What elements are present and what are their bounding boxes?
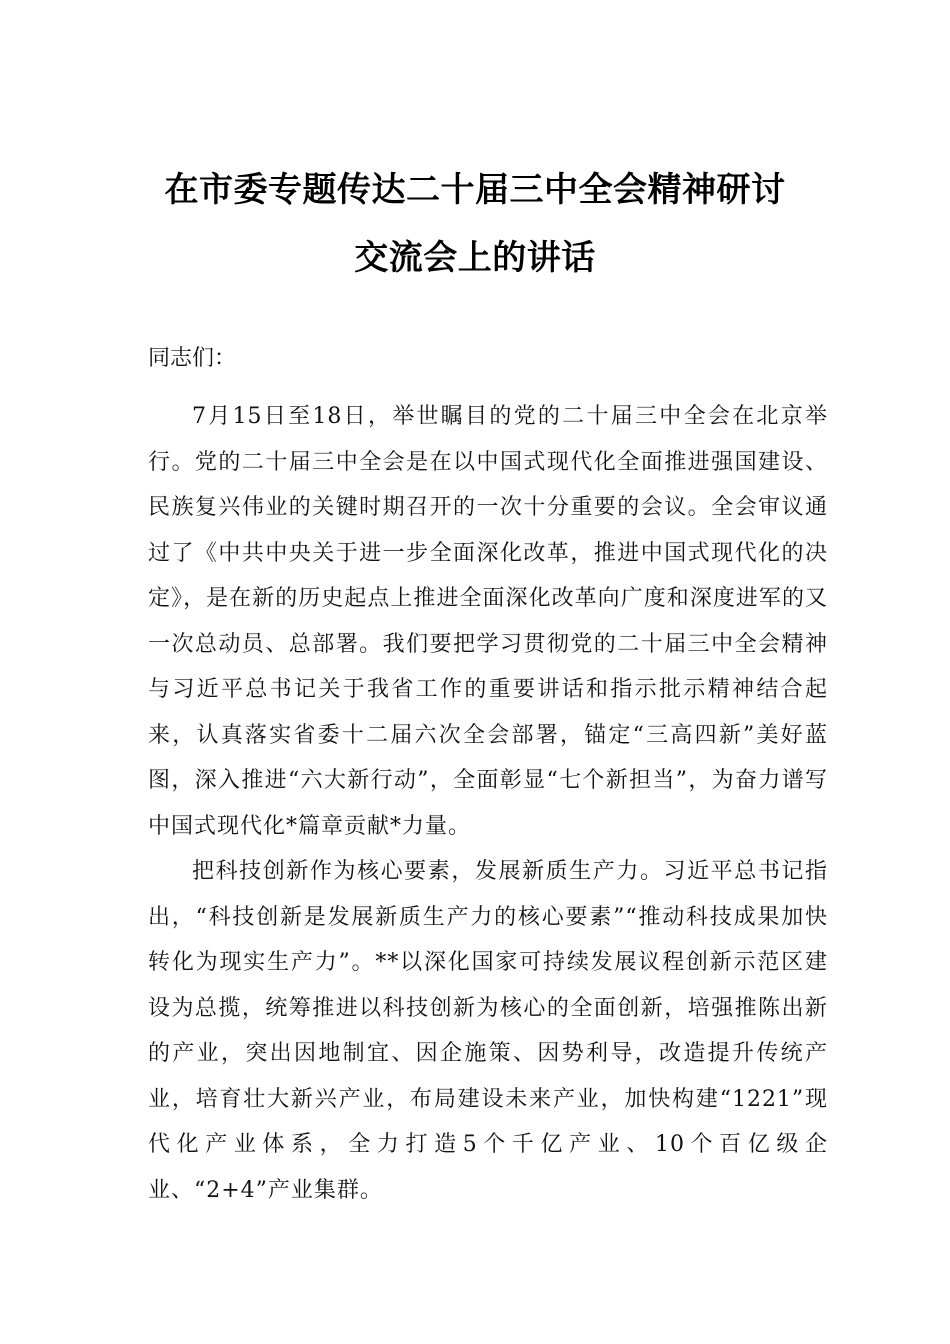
greeting: 同志们： (148, 346, 237, 371)
paragraph-1: 7月15日至18日，举世瞩目的党的二十届三中全会在北京举行。党的二十届三中全会是在以中国式现代化全面推进强国建设、民族复兴伟业的关键时期召开的一次十分重要的会议。全会审议通过了《中共中央关于进一步全面深化改革，推进中国式现代化的决定》，是在新的历史起点上推进全面深化改革向广度和深度进军的又一次总动员、总部署。我们要把学习贯彻党的二十届三中全会精神与习近平总书记关于我省工作的重要讲话和指示批示精神结合起来，认真落实省委十二届六次全会部署，锚定“三高四新”美好蓝图，深入推进“六大新行动”，全面彰显“七个新担当”，为奋力谱写中国式现代化*篇章贡献*力量。 (148, 404, 828, 839)
document-title-line-1: 在市委专题传达二十届三中全会精神研讨 (164, 170, 786, 210)
document-title-line-2: 交流会上的讲话 (354, 238, 596, 278)
paragraph-2: 把科技创新作为核心要素，发展新质生产力。习近平总书记指出，“科技创新是发展新质生产力的核心要素”“推动科技成果加快转化为现实生产力”。**以深化国家可持续发展议程创新示范区建设为总揽，统筹推进以科技创新为核心的全面创新，培强推陈出新的产业，突出因地制宜、因企施策、因势利导，改造提升传统产业，培育壮大新兴产业，布局建设未来产业，加快构建“1221”现代化产业体系，全力打造5个千亿产业、10个百亿级企业、“2+4”产业集群。 (148, 859, 828, 1203)
